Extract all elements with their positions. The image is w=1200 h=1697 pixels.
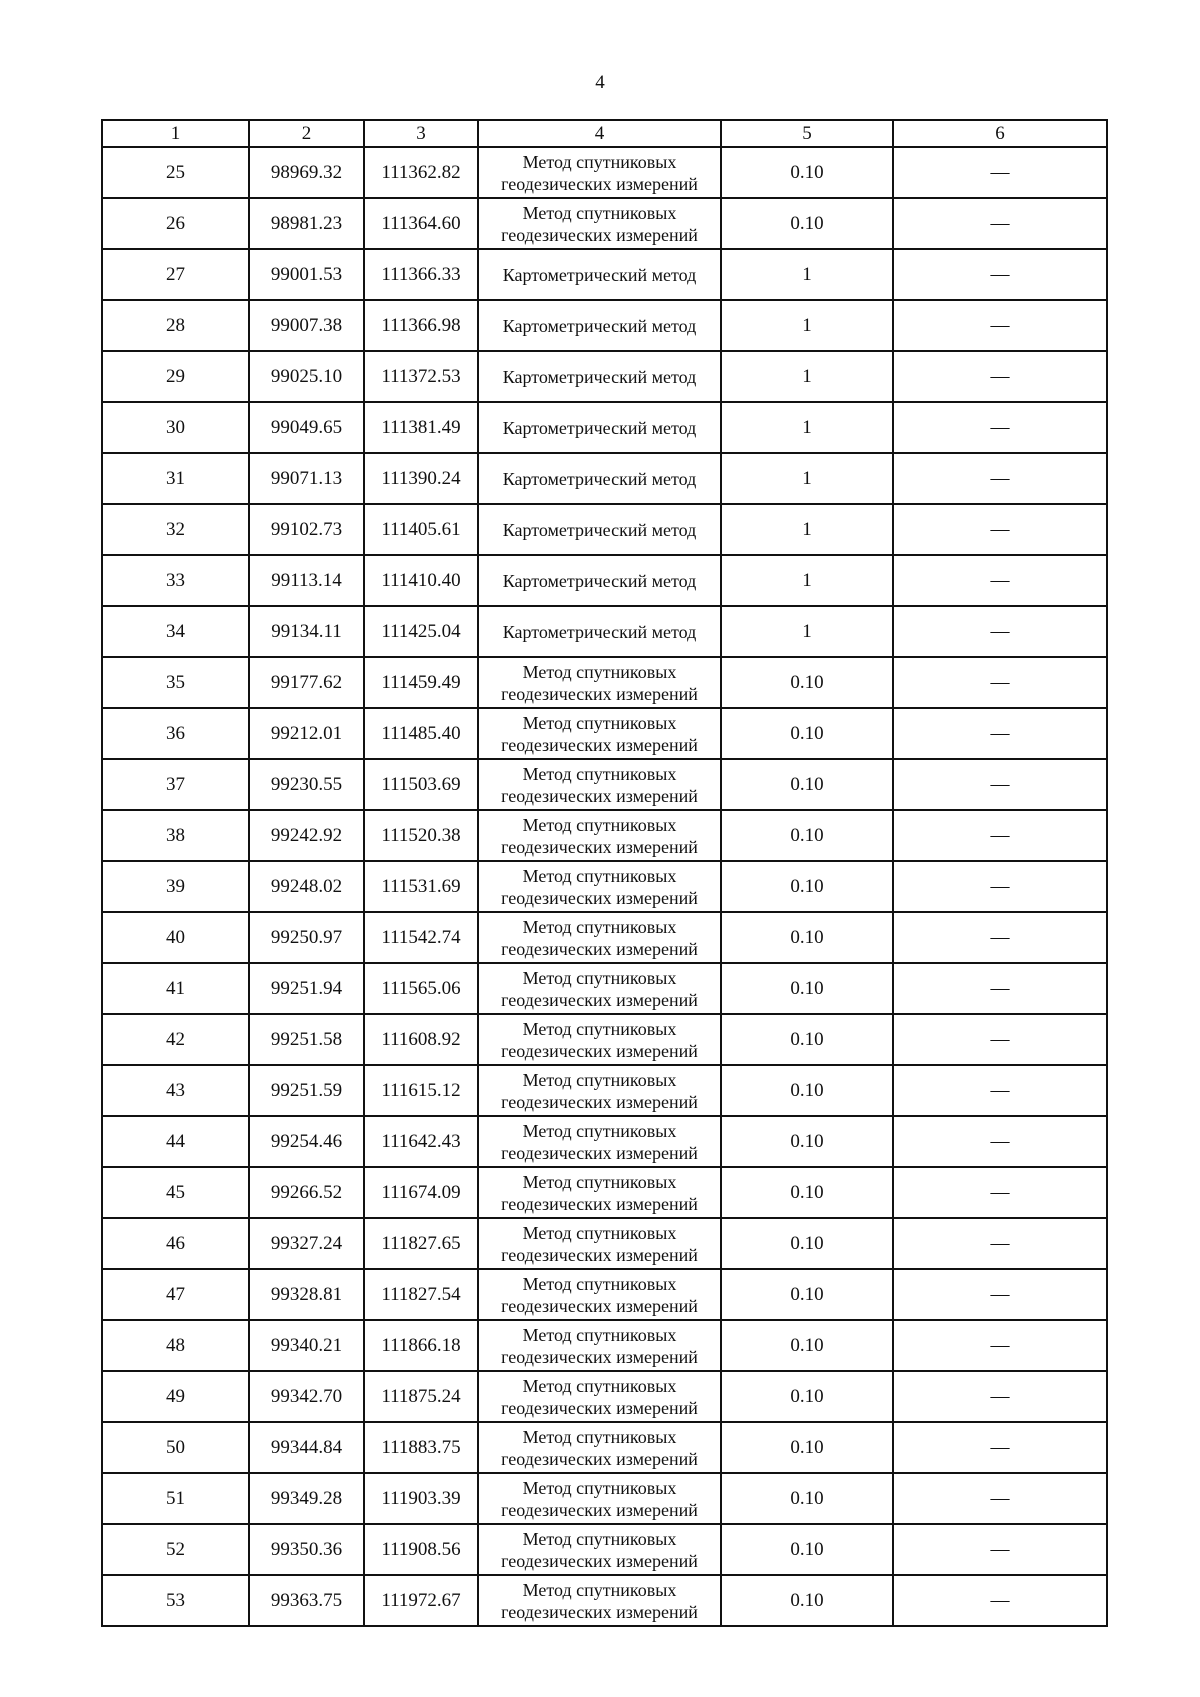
point-number-cell: 50	[102, 1422, 249, 1473]
note-cell: —	[893, 504, 1107, 555]
note-cell: —	[893, 1473, 1107, 1524]
table-row	[102, 555, 1107, 606]
table-row	[102, 402, 1107, 453]
y-coordinate-cell: 111883.75	[364, 1422, 478, 1473]
accuracy-cell: 0.10	[721, 810, 893, 861]
method-cell: Метод спутниковых геодезических измерений	[478, 1014, 721, 1065]
note-cell: —	[893, 1320, 1107, 1371]
method-cell: Метод спутниковых геодезических измерений	[478, 1524, 721, 1575]
y-coordinate-cell: 111410.40	[364, 555, 478, 606]
table-row	[102, 1320, 1107, 1371]
y-coordinate-cell: 111903.39	[364, 1473, 478, 1524]
table-row	[102, 1269, 1107, 1320]
note-cell: —	[893, 606, 1107, 657]
table-row	[102, 759, 1107, 810]
x-coordinate-cell: 99242.92	[249, 810, 364, 861]
method-cell: Картометрический метод	[478, 402, 721, 453]
x-coordinate-cell: 99342.70	[249, 1371, 364, 1422]
accuracy-cell: 0.10	[721, 1320, 893, 1371]
x-coordinate-cell: 99025.10	[249, 351, 364, 402]
method-cell: Картометрический метод	[478, 249, 721, 300]
method-cell: Метод спутниковых геодезических измерений	[478, 1065, 721, 1116]
table-body	[102, 147, 1107, 1626]
method-cell: Метод спутниковых геодезических измерений	[478, 1473, 721, 1524]
x-coordinate-cell: 99350.36	[249, 1524, 364, 1575]
accuracy-cell: 1	[721, 249, 893, 300]
table-row	[102, 504, 1107, 555]
page-number: 4	[595, 72, 605, 93]
note-cell: —	[893, 351, 1107, 402]
method-cell: Метод спутниковых геодезических измерений	[478, 1269, 721, 1320]
note-cell: —	[893, 810, 1107, 861]
table-row	[102, 810, 1107, 861]
y-coordinate-cell: 111366.33	[364, 249, 478, 300]
method-cell: Картометрический метод	[478, 606, 721, 657]
note-cell: —	[893, 1014, 1107, 1065]
y-coordinate-cell: 111866.18	[364, 1320, 478, 1371]
x-coordinate-cell: 99363.75	[249, 1575, 364, 1626]
y-coordinate-cell: 111615.12	[364, 1065, 478, 1116]
point-number-cell: 45	[102, 1167, 249, 1218]
point-number-cell: 42	[102, 1014, 249, 1065]
x-coordinate-cell: 99250.97	[249, 912, 364, 963]
accuracy-cell: 0.10	[721, 861, 893, 912]
x-coordinate-cell: 99344.84	[249, 1422, 364, 1473]
y-coordinate-cell: 111459.49	[364, 657, 478, 708]
header-cell-3: 3	[364, 120, 478, 147]
method-cell: Картометрический метод	[478, 453, 721, 504]
x-coordinate-cell: 99230.55	[249, 759, 364, 810]
table-row	[102, 453, 1107, 504]
note-cell: —	[893, 912, 1107, 963]
y-coordinate-cell: 111908.56	[364, 1524, 478, 1575]
point-number-cell: 26	[102, 198, 249, 249]
note-cell: —	[893, 708, 1107, 759]
note-cell: —	[893, 657, 1107, 708]
point-number-cell: 31	[102, 453, 249, 504]
method-cell: Метод спутниковых геодезических измерений	[478, 810, 721, 861]
note-cell: —	[893, 555, 1107, 606]
method-cell: Метод спутниковых геодезических измерений	[478, 147, 721, 198]
x-coordinate-cell: 99327.24	[249, 1218, 364, 1269]
method-cell: Метод спутниковых геодезических измерений	[478, 1116, 721, 1167]
point-number-cell: 46	[102, 1218, 249, 1269]
accuracy-cell: 1	[721, 402, 893, 453]
x-coordinate-cell: 99212.01	[249, 708, 364, 759]
y-coordinate-cell: 111372.53	[364, 351, 478, 402]
point-number-cell: 37	[102, 759, 249, 810]
point-number-cell: 43	[102, 1065, 249, 1116]
x-coordinate-cell: 99349.28	[249, 1473, 364, 1524]
method-cell: Метод спутниковых геодезических измерений	[478, 1371, 721, 1422]
y-coordinate-cell: 111565.06	[364, 963, 478, 1014]
table-row	[102, 1473, 1107, 1524]
y-coordinate-cell: 111485.40	[364, 708, 478, 759]
x-coordinate-cell: 99251.59	[249, 1065, 364, 1116]
accuracy-cell: 1	[721, 300, 893, 351]
point-number-cell: 35	[102, 657, 249, 708]
table-row	[102, 147, 1107, 198]
point-number-cell: 29	[102, 351, 249, 402]
point-number-cell: 33	[102, 555, 249, 606]
x-coordinate-cell: 99001.53	[249, 249, 364, 300]
y-coordinate-cell: 111827.65	[364, 1218, 478, 1269]
table-row	[102, 1422, 1107, 1473]
y-coordinate-cell: 111381.49	[364, 402, 478, 453]
table-row	[102, 351, 1107, 402]
point-number-cell: 40	[102, 912, 249, 963]
x-coordinate-cell: 99177.62	[249, 657, 364, 708]
y-coordinate-cell: 111503.69	[364, 759, 478, 810]
note-cell: —	[893, 147, 1107, 198]
y-coordinate-cell: 111608.92	[364, 1014, 478, 1065]
point-number-cell: 51	[102, 1473, 249, 1524]
x-coordinate-cell: 99049.65	[249, 402, 364, 453]
table-row	[102, 963, 1107, 1014]
y-coordinate-cell: 111405.61	[364, 504, 478, 555]
header-cell-4: 4	[478, 120, 721, 147]
header-cell-6: 6	[893, 120, 1107, 147]
accuracy-cell: 0.10	[721, 1065, 893, 1116]
note-cell: —	[893, 1371, 1107, 1422]
x-coordinate-cell: 99251.94	[249, 963, 364, 1014]
x-coordinate-cell: 99254.46	[249, 1116, 364, 1167]
x-coordinate-cell: 99248.02	[249, 861, 364, 912]
x-coordinate-cell: 99251.58	[249, 1014, 364, 1065]
point-number-cell: 34	[102, 606, 249, 657]
accuracy-cell: 0.10	[721, 1473, 893, 1524]
accuracy-cell: 0.10	[721, 1218, 893, 1269]
table-row	[102, 198, 1107, 249]
method-cell: Метод спутниковых геодезических измерений	[478, 861, 721, 912]
note-cell: —	[893, 198, 1107, 249]
note-cell: —	[893, 1524, 1107, 1575]
y-coordinate-cell: 111531.69	[364, 861, 478, 912]
accuracy-cell: 1	[721, 351, 893, 402]
method-cell: Картометрический метод	[478, 351, 721, 402]
note-cell: —	[893, 249, 1107, 300]
x-coordinate-cell: 99340.21	[249, 1320, 364, 1371]
accuracy-cell: 0.10	[721, 759, 893, 810]
point-number-cell: 48	[102, 1320, 249, 1371]
point-number-cell: 44	[102, 1116, 249, 1167]
note-cell: —	[893, 1116, 1107, 1167]
method-cell: Метод спутниковых геодезических измерений	[478, 963, 721, 1014]
method-cell: Метод спутниковых геодезических измерений	[478, 912, 721, 963]
header-cell-1: 1	[102, 120, 249, 147]
y-coordinate-cell: 111520.38	[364, 810, 478, 861]
accuracy-cell: 0.10	[721, 1269, 893, 1320]
accuracy-cell: 0.10	[721, 912, 893, 963]
point-number-cell: 28	[102, 300, 249, 351]
accuracy-cell: 0.10	[721, 1524, 893, 1575]
method-cell: Метод спутниковых геодезических измерений	[478, 1422, 721, 1473]
method-cell: Метод спутниковых геодезических измерений	[478, 759, 721, 810]
coordinates-table	[101, 119, 1108, 1627]
note-cell: —	[893, 1575, 1107, 1626]
table-row	[102, 657, 1107, 708]
method-cell: Метод спутниковых геодезических измерений	[478, 1218, 721, 1269]
accuracy-cell: 1	[721, 453, 893, 504]
accuracy-cell: 0.10	[721, 657, 893, 708]
point-number-cell: 49	[102, 1371, 249, 1422]
x-coordinate-cell: 98981.23	[249, 198, 364, 249]
table-row	[102, 1524, 1107, 1575]
accuracy-cell: 1	[721, 606, 893, 657]
table-row	[102, 300, 1107, 351]
table-row	[102, 1167, 1107, 1218]
method-cell: Метод спутниковых геодезических измерений	[478, 198, 721, 249]
accuracy-cell: 0.10	[721, 1167, 893, 1218]
y-coordinate-cell: 111362.82	[364, 147, 478, 198]
y-coordinate-cell: 111642.43	[364, 1116, 478, 1167]
table-row	[102, 606, 1107, 657]
note-cell: —	[893, 1218, 1107, 1269]
point-number-cell: 25	[102, 147, 249, 198]
point-number-cell: 32	[102, 504, 249, 555]
point-number-cell: 30	[102, 402, 249, 453]
point-number-cell: 27	[102, 249, 249, 300]
table-row	[102, 1575, 1107, 1626]
note-cell: —	[893, 861, 1107, 912]
header-cell-2: 2	[249, 120, 364, 147]
note-cell: —	[893, 453, 1107, 504]
accuracy-cell: 0.10	[721, 1014, 893, 1065]
x-coordinate-cell: 99328.81	[249, 1269, 364, 1320]
note-cell: —	[893, 1065, 1107, 1116]
point-number-cell: 36	[102, 708, 249, 759]
point-number-cell: 38	[102, 810, 249, 861]
y-coordinate-cell: 111875.24	[364, 1371, 478, 1422]
table-row	[102, 1014, 1107, 1065]
header-row	[102, 120, 1107, 147]
point-number-cell: 41	[102, 963, 249, 1014]
accuracy-cell: 1	[721, 504, 893, 555]
accuracy-cell: 0.10	[721, 708, 893, 759]
point-number-cell: 52	[102, 1524, 249, 1575]
y-coordinate-cell: 111827.54	[364, 1269, 478, 1320]
y-coordinate-cell: 111972.67	[364, 1575, 478, 1626]
note-cell: —	[893, 1167, 1107, 1218]
x-coordinate-cell: 99007.38	[249, 300, 364, 351]
table-row	[102, 1371, 1107, 1422]
table-row	[102, 249, 1107, 300]
x-coordinate-cell: 99113.14	[249, 555, 364, 606]
method-cell: Картометрический метод	[478, 300, 721, 351]
method-cell: Картометрический метод	[478, 555, 721, 606]
method-cell: Метод спутниковых геодезических измерений	[478, 1167, 721, 1218]
point-number-cell: 39	[102, 861, 249, 912]
method-cell: Метод спутниковых геодезических измерений	[478, 1575, 721, 1626]
method-cell: Метод спутниковых геодезических измерений	[478, 657, 721, 708]
method-cell: Метод спутниковых геодезических измерений	[478, 1320, 721, 1371]
header-cell-5: 5	[721, 120, 893, 147]
x-coordinate-cell: 99102.73	[249, 504, 364, 555]
accuracy-cell: 0.10	[721, 1116, 893, 1167]
x-coordinate-cell: 98969.32	[249, 147, 364, 198]
accuracy-cell: 0.10	[721, 147, 893, 198]
note-cell: —	[893, 963, 1107, 1014]
x-coordinate-cell: 99071.13	[249, 453, 364, 504]
accuracy-cell: 0.10	[721, 963, 893, 1014]
y-coordinate-cell: 111542.74	[364, 912, 478, 963]
x-coordinate-cell: 99266.52	[249, 1167, 364, 1218]
accuracy-cell: 0.10	[721, 198, 893, 249]
note-cell: —	[893, 402, 1107, 453]
table-row	[102, 912, 1107, 963]
method-cell: Метод спутниковых геодезических измерений	[478, 708, 721, 759]
note-cell: —	[893, 1422, 1107, 1473]
y-coordinate-cell: 111366.98	[364, 300, 478, 351]
y-coordinate-cell: 111364.60	[364, 198, 478, 249]
y-coordinate-cell: 111390.24	[364, 453, 478, 504]
note-cell: —	[893, 300, 1107, 351]
x-coordinate-cell: 99134.11	[249, 606, 364, 657]
method-cell: Картометрический метод	[478, 504, 721, 555]
accuracy-cell: 0.10	[721, 1371, 893, 1422]
accuracy-cell: 0.10	[721, 1575, 893, 1626]
accuracy-cell: 1	[721, 555, 893, 606]
point-number-cell: 47	[102, 1269, 249, 1320]
table-row	[102, 1218, 1107, 1269]
y-coordinate-cell: 111674.09	[364, 1167, 478, 1218]
point-number-cell: 53	[102, 1575, 249, 1626]
y-coordinate-cell: 111425.04	[364, 606, 478, 657]
note-cell: —	[893, 759, 1107, 810]
table-row	[102, 1065, 1107, 1116]
table-row	[102, 1116, 1107, 1167]
table-row	[102, 708, 1107, 759]
table-row	[102, 861, 1107, 912]
accuracy-cell: 0.10	[721, 1422, 893, 1473]
note-cell: —	[893, 1269, 1107, 1320]
